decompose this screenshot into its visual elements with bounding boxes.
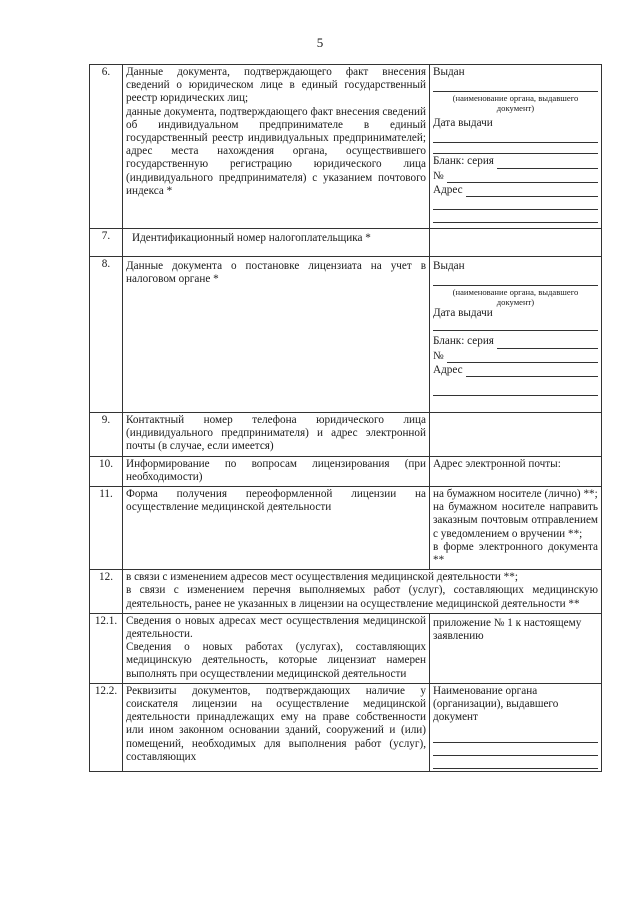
issuer-input-line[interactable] <box>433 756 598 769</box>
address-input-line[interactable] <box>433 377 598 396</box>
issuing-organization-cell <box>430 683 602 772</box>
table-row <box>90 65 602 229</box>
row-text: Реквизиты документов, подтверждающих наличие у соискателя лицензии на осуществление медицинской деятельности принадлежащих ему на праве собственности или ином законном основании зданий, сооружений и (или) помещений, необходимых для выполнения работ (услуг), составляющих <box>126 684 426 763</box>
issued-label: Выдан <box>433 260 465 272</box>
row-description <box>123 487 430 570</box>
row-number: 7. <box>90 229 123 257</box>
row-number: 9. <box>90 413 123 457</box>
row-text: Форма получения переоформленной лицензии на осуществление медицинской деятельности <box>126 488 426 514</box>
row-number: 6. <box>90 65 123 229</box>
issue-date-label: Дата выдачи <box>433 117 493 130</box>
row-text: Данные документа о постановке лицензиата на учет в налоговом органе * <box>126 260 426 286</box>
table-row <box>90 487 602 570</box>
taxpayer-id-cell[interactable] <box>430 229 602 257</box>
row-number: 10. <box>90 456 123 486</box>
document-number-label: № <box>433 349 444 362</box>
issuer-input-line[interactable] <box>433 79 598 92</box>
row-description <box>123 570 602 614</box>
issuer-input-line[interactable] <box>433 273 598 286</box>
row-description <box>123 613 430 683</box>
appendix-reference: приложение № 1 к настоящему заявлению <box>433 616 582 643</box>
address-label: Адрес <box>433 363 463 376</box>
row-text-2: данные документа, подтверждающего факт внесения сведений об индивидуальном предпринимателе в единый государственный реестр индивидуальных предпринимателей; адрес места нахождения органа, осуществившего государственную регистрацию юридического лица (индивидуального предпринимателя) с указанием почтового индекса * <box>126 105 426 197</box>
address-field[interactable] <box>433 184 598 197</box>
email-cell[interactable] <box>430 456 602 486</box>
row-number: 8. <box>90 257 123 413</box>
table-row <box>90 413 602 457</box>
address-input-line[interactable] <box>433 197 598 210</box>
row-description <box>123 257 430 413</box>
option-electronic[interactable]: в форме электронного документа ** <box>433 540 598 567</box>
date-input-line[interactable] <box>433 130 598 143</box>
table-row <box>90 257 602 413</box>
option-paper-in-person[interactable]: на бумажном носителе (лично) **; <box>433 488 598 501</box>
row-description <box>123 65 430 229</box>
row-description <box>123 456 430 486</box>
issuer-input-line[interactable] <box>433 730 598 743</box>
date-input-line[interactable] <box>433 143 598 154</box>
table-row <box>90 613 602 683</box>
row-description <box>123 683 430 772</box>
row-text: Контактный номер телефона юридического лица (индивидуального предпринимателя) и адрес электронной почты (в случае, если имеется) <box>126 414 426 453</box>
row-text: Данные документа, подтверждающего факт внесения сведений о юридическом лице в единый государственный реестр юридических лиц; <box>126 66 426 105</box>
delivery-options-cell <box>430 487 602 570</box>
table-row <box>90 683 602 772</box>
appendix-cell <box>430 613 602 683</box>
document-number-field[interactable] <box>433 350 598 363</box>
table-row <box>90 570 602 614</box>
address-input-line[interactable] <box>433 210 598 223</box>
fill-in-cell <box>430 257 602 413</box>
email-label: Адрес электронной почты: <box>433 457 561 470</box>
issuer-input-line[interactable] <box>433 743 598 756</box>
fill-in-cell <box>430 65 602 229</box>
row-text: Информирование по вопросам лицензирования (при необходимости) <box>126 457 426 483</box>
contact-cell[interactable] <box>430 413 602 457</box>
form-series-field[interactable] <box>433 155 598 168</box>
row-number: 12.2. <box>90 683 123 772</box>
row-number: 12.1. <box>90 613 123 683</box>
row-text[interactable]: в связи с изменением адресов мест осуществления медицинской деятельности **; <box>126 571 518 584</box>
row-text: Сведения о новых адресах мест осуществления медицинской деятельности. <box>126 614 426 641</box>
row-description <box>123 413 430 457</box>
date-input-line[interactable] <box>433 320 598 331</box>
table-row <box>90 456 602 486</box>
row-text: Идентификационный номер налогоплательщика * <box>132 232 371 244</box>
row-text-2: Сведения о новых работах (услугах), составляющих медицинскую деятельность, которые лицензиат намерен выполнять при осуществлении медицинской деятельности <box>126 641 426 680</box>
issue-date-label: Дата выдачи <box>433 307 493 320</box>
form-series-label: Бланк: серия <box>433 155 494 168</box>
issued-label: Выдан <box>433 66 465 78</box>
issuer-caption: (наименование органа, выдавшего документ) <box>452 93 579 114</box>
address-label: Адрес <box>433 183 463 196</box>
document-number-label: № <box>433 169 444 182</box>
row-description <box>123 229 430 257</box>
table-row <box>90 229 602 257</box>
form-series-field[interactable] <box>433 335 598 348</box>
row-number: 12. <box>90 570 123 614</box>
document-number-field[interactable] <box>433 170 598 183</box>
issuer-caption: (наименование органа, выдавшего документ) <box>452 287 579 308</box>
application-form-table <box>89 64 602 772</box>
row-number: 11. <box>90 487 123 570</box>
address-field[interactable] <box>433 364 598 377</box>
form-series-label: Бланк: серия <box>433 335 494 348</box>
page-number: 5 <box>316 35 324 50</box>
row-text-2[interactable]: в связи с изменением перечня выполняемых работ (услуг), составляющих медицинскую деятельность, ранее не указанных в лицензии на осуществление медицинской деятельности ** <box>126 584 598 610</box>
issuing-organization-label: Наименование органа (организации), выдавшего документ <box>433 684 559 724</box>
option-paper-by-mail[interactable]: на бумажном носителе направить заказным почтовым отправлением с уведомлением о вручении **; <box>433 501 598 540</box>
